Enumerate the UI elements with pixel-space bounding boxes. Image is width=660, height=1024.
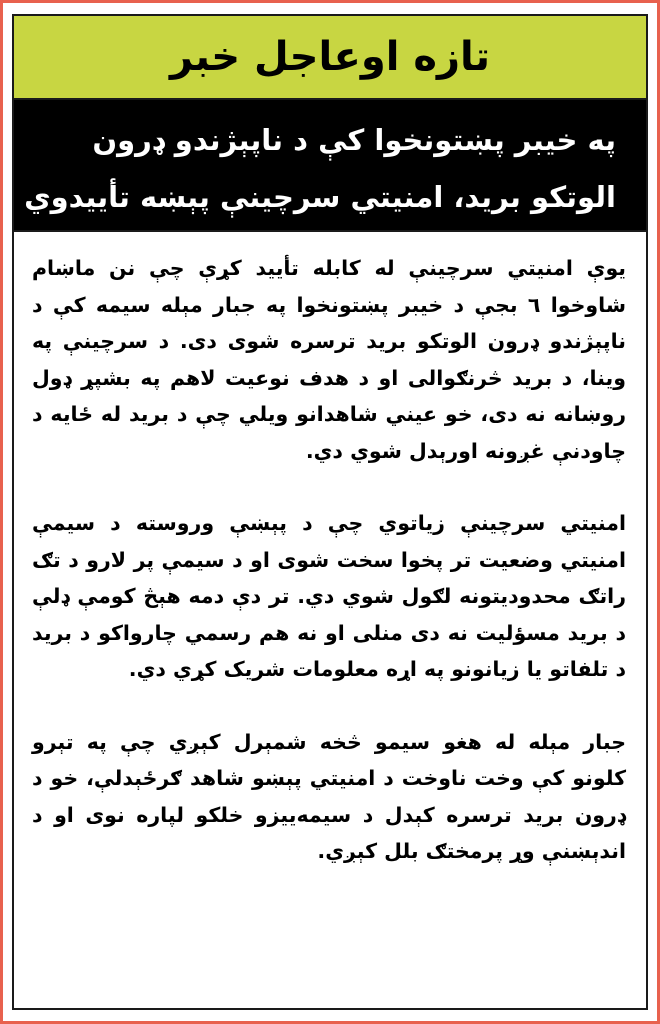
article-paragraph-1: یوې امنیتي سرچینې له کابله تأیید کړې چې نن ماښام شاوخوا ٦ بجې د خیبر پښتونخوا په جبار مېله سیمه کې د ناپېژندو ډرون الوتکو برید ترسره شوی دی. د سرچینې په وینا، د برید څرنګوالی او د هدف نوعیت لاهم په بشپړ ډول روښانه نه دی، خو عیني شاهدانو ویلي چې د برید له ځایه د چاودنې غږونه اورېدل شوي دي. bbox=[32, 256, 627, 463]
article-paragraph-3: جبار مېله له هغو سیمو څخه شمېرل کېږي چې په تېرو کلونو کې وخت ناوخت د امنیتي پېښو شاهد ګرځېدلې، خو د ډرون برید ترسره کېدل د سیمه‌ییزو خلکو لپاره نوی او د اندېښنې وړ پرمختګ بلل کېږي. bbox=[32, 729, 626, 863]
article-body bbox=[12, 232, 648, 1010]
headline-line-2: الوتکو برید، امنیتي سرچینې پېښه تأییدوي bbox=[24, 180, 616, 214]
breaking-news-banner bbox=[12, 14, 648, 98]
banner-title: تازه اوعاجل خبر bbox=[169, 34, 491, 80]
article-paragraph-2: امنیتي سرچینې زیاتوي چې د پېښې وروسته د سیمې امنیتي وضعیت تر پخوا سخت شوی او د سیمې پر لارو د تګ راتګ محدودیتونه لګول شوي دي. تر دې دمه هېڅ کومې ډلې د برید مسؤلیت نه دی منلی او نه هم رسمي چارواکو د برید د تلفاتو یا زیانونو په اړه معلومات شریک کړي دي. bbox=[32, 511, 626, 681]
headline-line-1: په خیبر پښتونخوا کې د ناپېژندو ډرون bbox=[92, 123, 616, 157]
headline-box bbox=[12, 98, 648, 232]
